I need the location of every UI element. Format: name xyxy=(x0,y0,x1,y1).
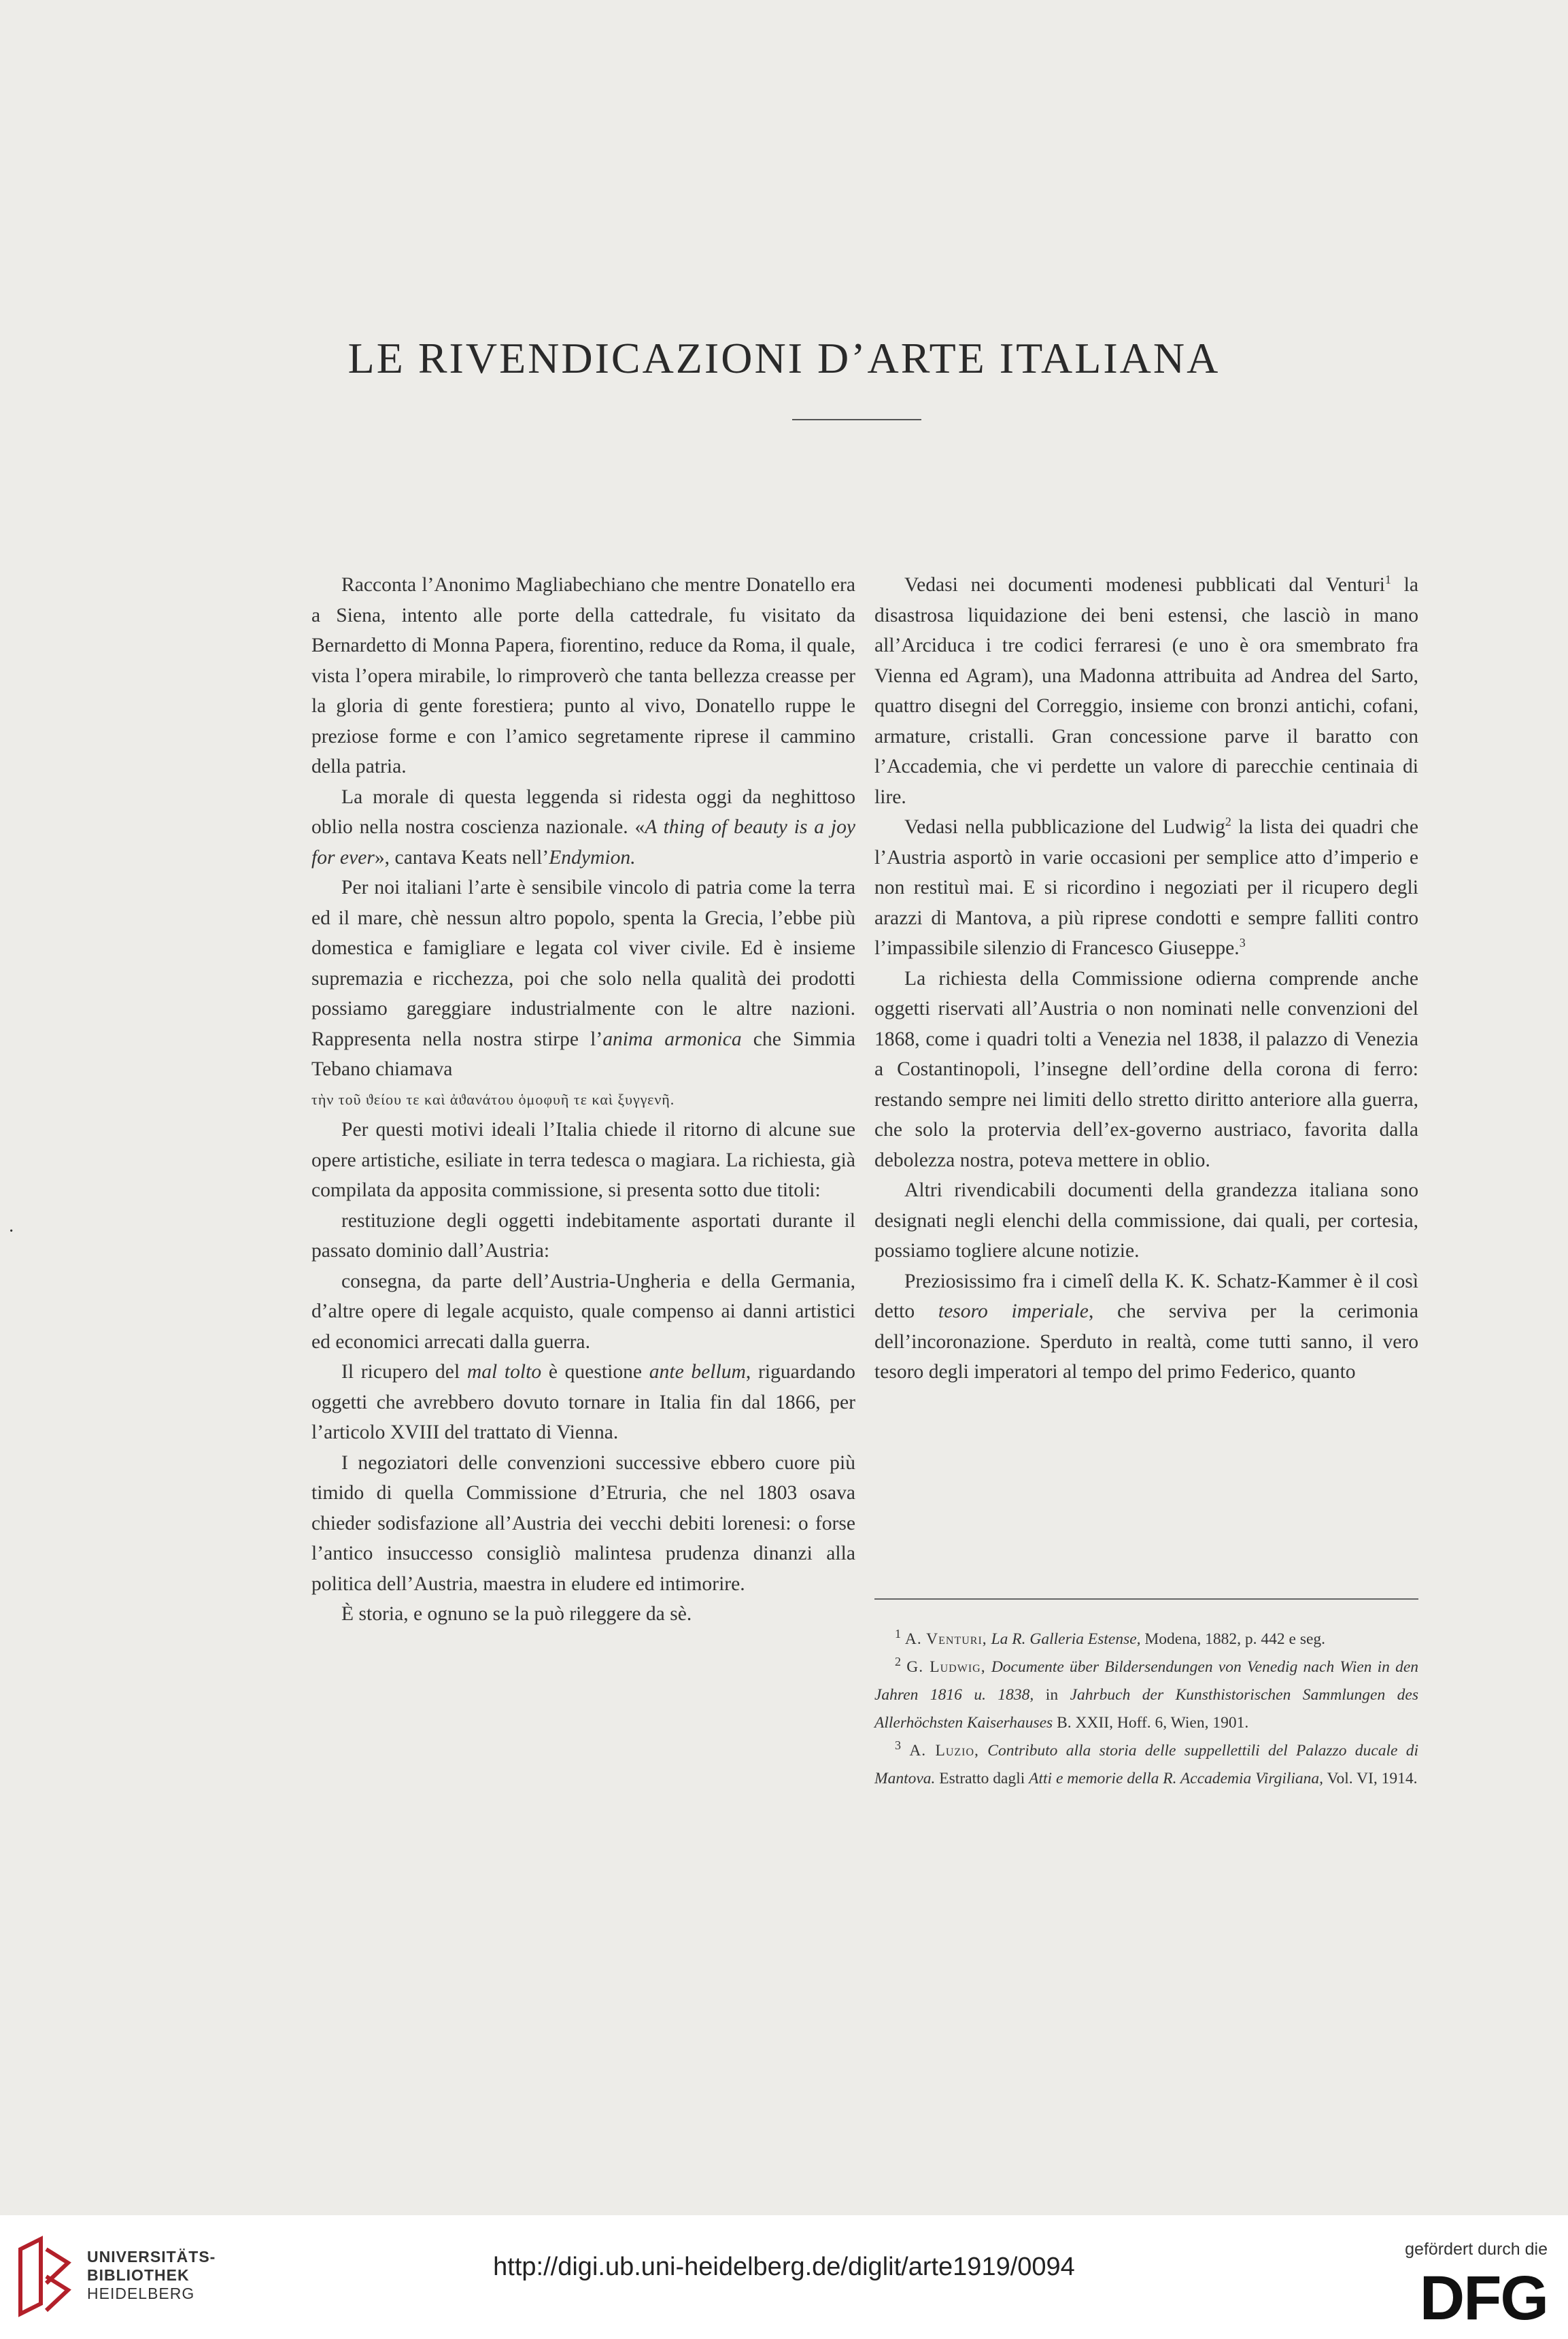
paragraph: È storia, e ognuno se la può rileggere da sè. xyxy=(341,1603,692,1625)
library-name: UNIVERSITÄTS- BIBLIOTHEK HEIDELBERG xyxy=(87,2248,216,2302)
permalink-url[interactable]: http://digi.ub.uni-heidelberg.de/diglit/arte1919/0094 xyxy=(493,2253,1075,2281)
footnote: $^3$ A. Luzio, Contributo alla storia delle suppellettili del Palazzo ducale di Mantova. Estratto dagli Atti e memorie della R. Accademia Virgiliana, Vol. VI, 1914. xyxy=(874,1738,1419,1787)
footnote-divider xyxy=(874,1598,1418,1600)
viewer-footer xyxy=(0,2215,1568,2339)
title-divider xyxy=(792,419,921,420)
paragraph: Vedasi nella pubblicazione del Ludwig$^2$ la lista dei quadri che l’Austria asportò in varie occasioni per semplice atto d’imperio e non restituì mai. E si ricordino i negoziati per il ricupero degli arazzi di Mantova, a più riprese condotti e sempre falliti contro l’impassibile silenzio di Francesco Giuseppe.$^3$ xyxy=(874,815,1418,959)
sponsor-caption: gefördert durch die xyxy=(1405,2240,1548,2259)
footnote: $^2$ G. Ludwig, Documente über Bildersendungen von Venedig nach Wien in den Jahren 1816 u. 1838, in Jahrbuch der Kunsthistorischen Sammlungen des Allerhöchsten Kaiserhauses B. XXII, Hoff. 6, Wien, 1901. xyxy=(874,1655,1419,1732)
margin-speck: · xyxy=(8,1221,15,1242)
paragraph: consegna, da parte dell’Austria-Ungheria e della Germania, d’altre opere di legale acquisto, quale compenso ai danni artistici ed economici arrecati dalla guerra. xyxy=(311,1270,855,1353)
footnote-ref[interactable]: 2 xyxy=(1225,815,1231,829)
dfg-logo[interactable]: DFG xyxy=(1419,2264,1548,2333)
paragraph: Preziosissimo fra i cimelî della K. K. Schatz-Kammer è il così detto tesoro imperiale, che serviva per la cerimonia dell’incoronazione. Sperduto in realtà, come tutti sanno, il vero tesoro degli imperatori al tempo del primo Federico, quanto xyxy=(874,1270,1418,1383)
greek-quotation: τὴν τοῦ ϑείου τε καὶ ἀϑανάτου ὁμοφυῆ τε καὶ ξυγγενῆ. xyxy=(311,1090,675,1108)
paragraph: restituzione degli oggetti indebitamente asportati durante il passato dominio dall’Austria: xyxy=(311,1209,855,1262)
paragraph: I negoziatori delle convenzioni successive ebbero cuore più timido di quella Commissione d’Etruria, che nel 1803 osava chieder sodisfazione all’Austria dei vecchi debiti lorenesi: o forse l’antico insuccesso consigliò malintesa prudenza dinanzi alla politica dell’Austria, maestra in eludere ed intimorire. xyxy=(311,1451,855,1595)
article-title: LE RIVENDICAZIONI D’ARTE ITALIANA xyxy=(347,334,1221,382)
right-column xyxy=(874,570,1418,1387)
paragraph: Vedasi nei documenti modenesi pubblicati dal Venturi$^1$ la disastrosa liquidazione dei beni estensi, che lasciò in mano all’Arciduca i tre codici ferraresi (e uno è ora smembrato fra Vienna ed Agram), una Madonna attribuita ad Andrea del Sarto, quattro disegni del Correggio, insieme con bronzi antichi, cofani, armature, cristalli. Gran concessione parve il baratto con l’Accademia, che vi perdette un valore di parecchie centinaia di lire. xyxy=(874,573,1418,808)
footnote-ref[interactable]: 1 xyxy=(1384,573,1391,587)
paragraph: Racconta l’Anonimo Magliabechiano che mentre Donatello era a Siena, intento alle porte della cattedrale, fu visitato da Bernardetto di Monna Papera, fiorentino, reduce da Roma, il quale, vista l’opera mirabile, lo rimproverò che tanta bellezza creasse per la gloria di gente forestiera; punto al vivo, Donatello ruppe le preziose forme e con l’amico segretamente riprese il cammino della patria. xyxy=(311,574,855,777)
paragraph: Per noi italiani l’arte è sensibile vincolo di patria come la terra ed il mare, chè nessun altro popolo, spenta la Grecia, l’ebbe più domestica e famigliare e legata col viver civile. Ed è insieme supremazia e ricchezza, poi che solo nella qualità dei prodotti possiamo gareggiare industrialmente con le altre nazioni. Rappresenta nella nostra stirpe l’anima armonica che Simmia Tebano chiamava xyxy=(311,877,855,1080)
left-column xyxy=(311,570,855,1630)
paragraph: Per questi motivi ideali l’Italia chiede il ritorno di alcune sue opere artistiche, esiliate in terra tedesca o magiara. La richiesta, già compilata da apposita commissione, si presenta sotto due titoli: xyxy=(311,1119,855,1201)
paragraph: La morale di questa leggenda si ridesta oggi da neghittoso oblio nella nostra coscienza nazionale. «A thing of beauty is a joy for ever», cantava Keats nell’Endymion. xyxy=(311,786,856,869)
paragraph: La richiesta della Commissione odierna comprende anche oggetti riservati all’Austria o non nominati nelle convenzioni del 1868, come i quadri tolti a Venezia nel 1838, il palazzo di Venezia a Costantinopoli, l’insegne dell’ordine della corona di ferro: restando sempre nei limiti dello stretto diritto anteriore alla guerra, che solo la protervia dell’ex-governo austriaco, favorita dalla debolezza nostra, poteva mettere in oblio. xyxy=(874,967,1418,1171)
footnote: $^1$ A. Venturi, La R. Galleria Estense, Modena, 1882, p. 442 e seg. xyxy=(895,1627,1326,1648)
footnotes xyxy=(874,1626,1418,1793)
paragraph: Il ricupero del mal tolto è questione ante bellum, riguardando oggetti che avrebbero dovuto tornare in Italia fin dal 1866, per l’articolo XVIII del trattato di Vienna. xyxy=(311,1361,855,1443)
footnote-ref[interactable]: 3 xyxy=(1239,936,1246,950)
paragraph: Altri rivendicabili documenti della grandezza italiana sono designati negli elenchi della commissione, dai quali, per cortesia, possiamo togliere alcune notizie. xyxy=(874,1179,1418,1262)
